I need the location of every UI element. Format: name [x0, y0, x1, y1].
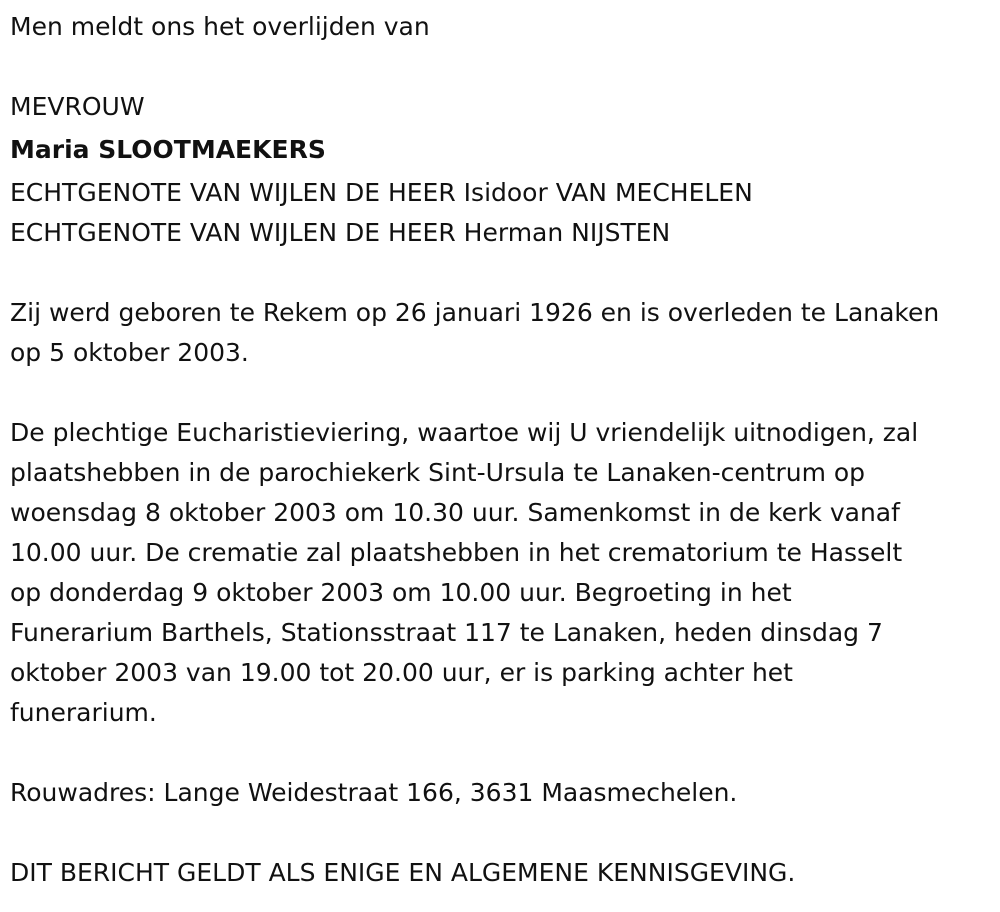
paragraph-line: plaatshebben in de parochiekerk Sint-Ursula te Lanaken-centrum op	[10, 458, 866, 487]
spacer	[10, 733, 995, 773]
intro-line: Men meldt ons het overlijden van	[10, 12, 430, 41]
paragraph-line: op 5 oktober 2003.	[10, 338, 249, 367]
spouse-line-2: ECHTGENOTE VAN WIJLEN DE HEER Herman NIJSTEN	[10, 218, 671, 247]
mourning-address: Rouwadres: Lange Weidestraat 166, 3631 Maasmechelen.	[10, 778, 738, 807]
spacer	[10, 47, 995, 87]
deceased-name: Maria SLOOTMAEKERS	[10, 135, 326, 164]
spacer	[10, 253, 995, 293]
paragraph-line: Zij werd geboren te Rekem op 26 januari 1926 en is overleden te Lanaken	[10, 298, 940, 327]
paragraph-line: op donderdag 9 oktober 2003 om 10.00 uur. Begroeting in het	[10, 578, 792, 607]
paragraph-line: woensdag 8 oktober 2003 om 10.30 uur. Samenkomst in de kerk vanaf	[10, 498, 900, 527]
paragraph-line: Funerarium Barthels, Stationsstraat 117 te Lanaken, heden dinsdag 7	[10, 618, 883, 647]
honorific-title: MEVROUW	[10, 92, 145, 121]
death-notice	[10, 7, 995, 893]
closing-statement: DIT BERICHT GELDT ALS ENIGE EN ALGEMENE KENNISGEVING.	[10, 858, 796, 887]
ceremony-paragraph	[10, 413, 995, 733]
spacer	[10, 813, 995, 853]
paragraph-line: De plechtige Eucharistieviering, waartoe wij U vriendelijk uitnodigen, zal	[10, 418, 919, 447]
paragraph-line: funerarium.	[10, 698, 157, 727]
spacer	[10, 373, 995, 413]
paragraph-line: 10.00 uur. De crematie zal plaatshebben in het crematorium te Hasselt	[10, 538, 903, 567]
birth-death-paragraph	[10, 293, 995, 373]
spouse-line-1: ECHTGENOTE VAN WIJLEN DE HEER Isidoor VAN MECHELEN	[10, 178, 753, 207]
paragraph-line: oktober 2003 van 19.00 tot 20.00 uur, er is parking achter het	[10, 658, 793, 687]
